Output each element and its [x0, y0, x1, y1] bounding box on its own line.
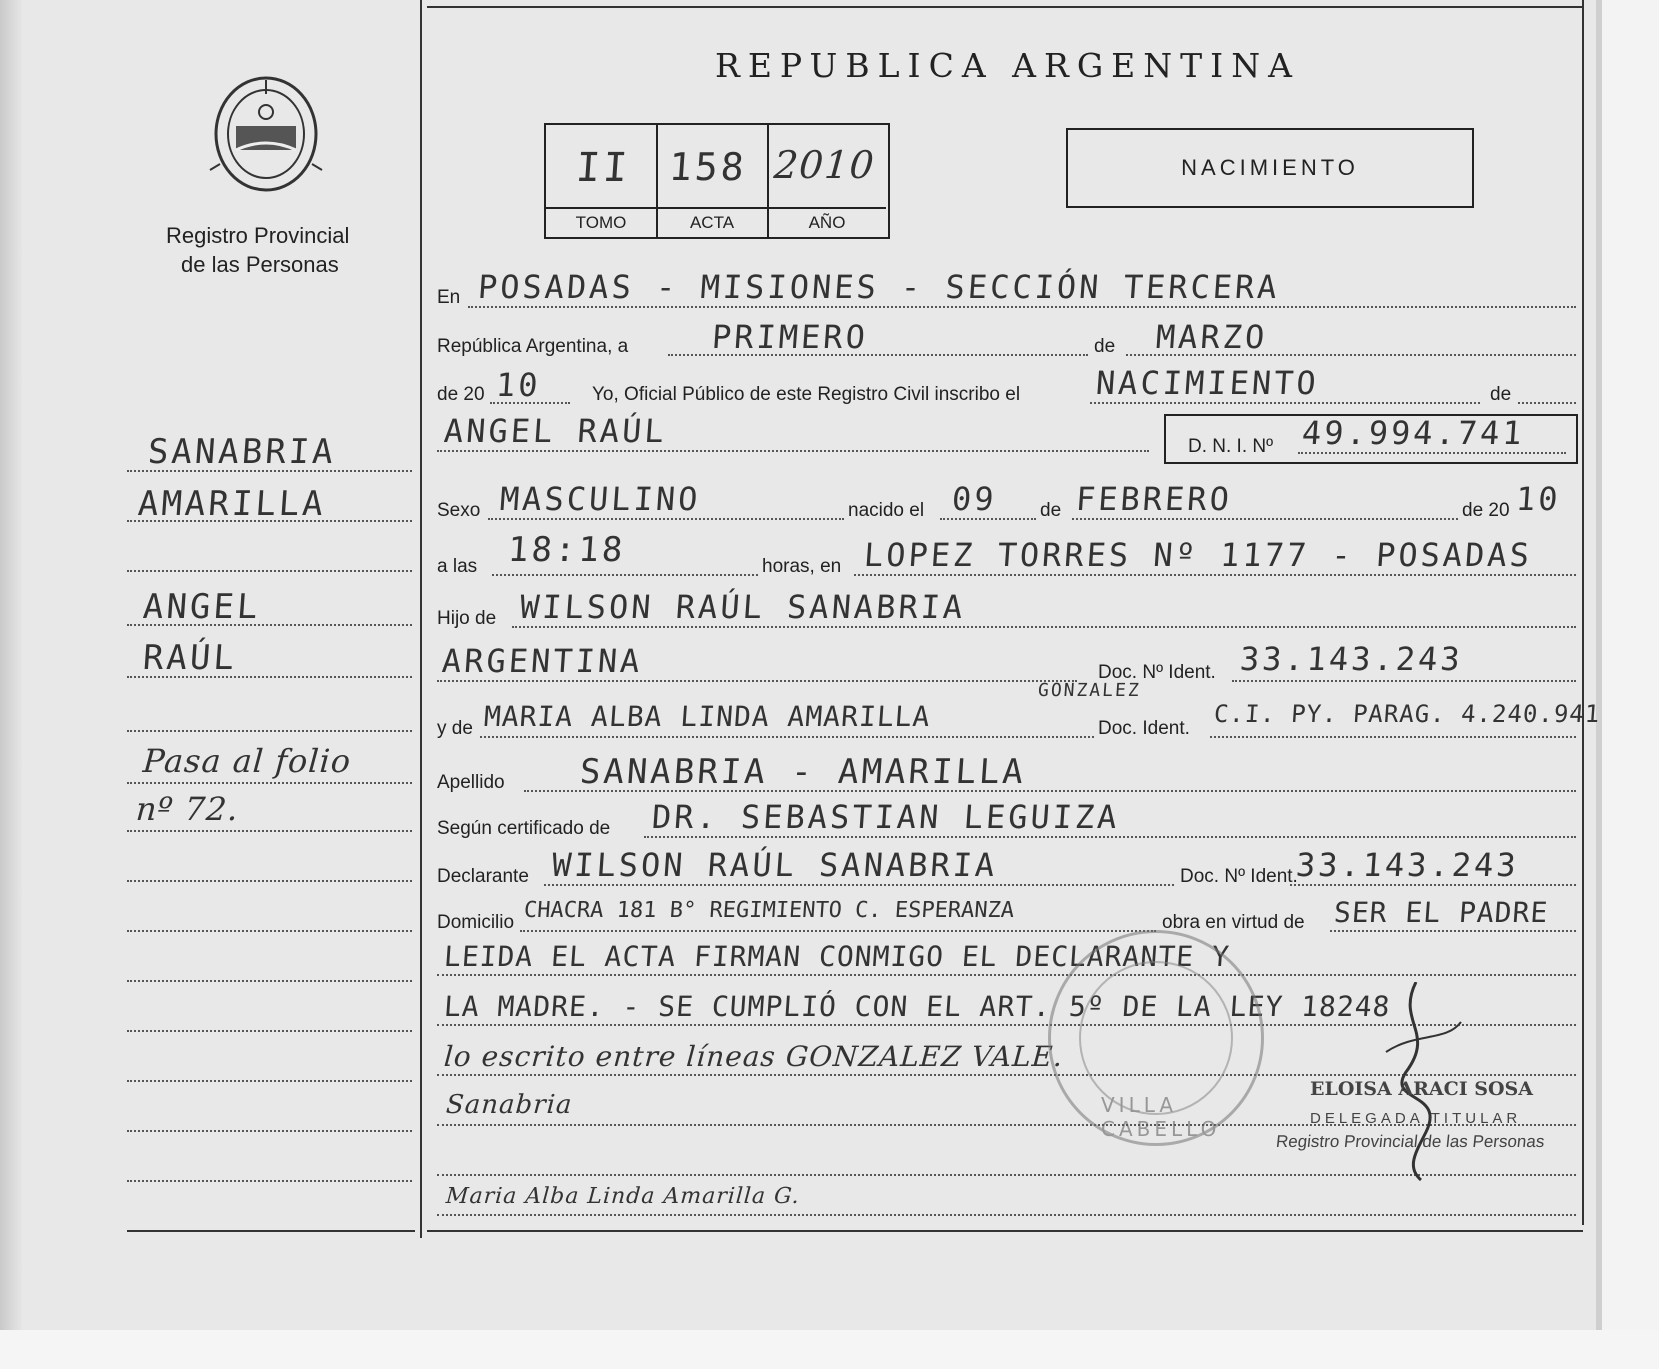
mother-name-value: MARIA ALBA LINDA AMARILLA — [482, 700, 932, 733]
doc-ident-label2: Doc. Ident. — [1098, 718, 1190, 739]
de2010-label: de 20 — [1462, 500, 1510, 521]
father-nationality-line — [437, 680, 1077, 682]
en-label: En — [437, 287, 461, 308]
de-label: de — [1094, 336, 1116, 357]
margin-divider-line — [420, 0, 422, 1238]
place-value: POSADAS - MISIONES - SECCIÓN TERCERA — [476, 268, 1281, 306]
sexo-line — [488, 518, 844, 520]
segun-label: Según certificado de — [437, 818, 611, 839]
margin-bottom-line — [127, 1230, 415, 1232]
margin-dotted-line — [127, 930, 412, 932]
observation-line2: LA MADRE. - SE CUMPLIÓ CON EL ART. 5º DE LA LEY 18248 — [442, 990, 1392, 1023]
birth-place-value: LOPEZ TORRES Nº 1177 - POSADAS — [862, 536, 1534, 574]
mother-signature: Maria Alba Linda Amarilla G. — [445, 1184, 801, 1209]
horas-label: horas, en — [762, 556, 842, 577]
y-de-label: y de — [437, 718, 473, 739]
year-suffix-value: 10 — [494, 366, 542, 404]
birth-month-value: FEBRERO — [1074, 480, 1234, 518]
father-doc-value: 33.143.243 — [1238, 640, 1464, 678]
margin-dotted-line — [127, 1180, 412, 1182]
month-value: MARZO — [1154, 318, 1269, 356]
margin-dotted-line — [127, 1030, 412, 1032]
mother-extra-value: GONZALEZ — [1037, 680, 1142, 701]
registration-number-box — [544, 123, 890, 239]
dni-value: 49.994.741 — [1300, 414, 1526, 452]
observation-line — [437, 1214, 1576, 1216]
birth-month-line — [1072, 518, 1458, 520]
father-name-value: WILSON RAÚL SANABRIA — [518, 588, 967, 626]
mother-name-line — [480, 736, 1094, 738]
margin-note-line2: nº 72. — [134, 790, 241, 828]
father-doc-line — [1232, 680, 1576, 682]
margin-dotted-line — [127, 470, 412, 472]
margin-dotted-line — [127, 782, 412, 784]
sexo-value: MASCULINO — [498, 480, 702, 518]
acta-cell — [657, 125, 769, 207]
republica-label: República Argentina, a — [437, 336, 629, 357]
margin-surname-line2: AMARILLA — [136, 484, 328, 524]
dni-line — [1298, 452, 1566, 454]
father-nationality-value: ARGENTINA — [440, 642, 644, 680]
observation-line — [437, 974, 1576, 976]
certificado-line — [644, 836, 1576, 838]
margin-given-line2: RAÚL — [141, 638, 239, 678]
form-bottom-line — [427, 1230, 1583, 1232]
obra-label: obra en virtud de — [1162, 912, 1305, 933]
margin-dotted-line — [127, 830, 412, 832]
yo-oficial-label: Yo, Oficial Público de este Registro Civil inscribo el — [592, 384, 1021, 405]
domicilio-value: CHACRA 181 B° REGIMIENTO C. ESPERANZA — [523, 898, 1015, 923]
act-type-box: NACIMIENTO — [1066, 128, 1474, 208]
de2-label: de — [1490, 384, 1512, 405]
margin-dotted-line — [127, 980, 412, 982]
declarante-value: WILSON RAÚL SANABRIA — [550, 846, 999, 884]
apellido-label: Apellido — [437, 772, 505, 793]
apellido-value: SANABRIA - AMARILLA — [578, 752, 1028, 792]
official-title: DELEGADA TITULAR — [1310, 1110, 1522, 1127]
country-title: REPUBLICA ARGENTINA — [715, 46, 1300, 85]
margin-given-line1: ANGEL — [141, 587, 262, 627]
obra-value: SER EL PADRE — [1332, 896, 1550, 929]
declarante-line — [544, 884, 1174, 886]
registry-name-line1: Registro Provincial — [166, 223, 350, 248]
margin-dotted-line — [127, 570, 412, 572]
obra-line — [1330, 930, 1576, 932]
de2-line — [1518, 402, 1576, 404]
right-border-line — [1582, 0, 1584, 1225]
declarant-signature: Sanabria — [444, 1090, 574, 1120]
margin-dotted-line — [127, 880, 412, 882]
acta-label: ACTA — [657, 207, 769, 237]
birth-year-suffix-value: 10 — [1514, 480, 1562, 518]
margin-dotted-line — [127, 730, 412, 732]
margin-dotted-line — [127, 1130, 412, 1132]
margin-dotted-line — [127, 520, 412, 522]
margin-surname-line1: SANABRIA — [146, 432, 338, 472]
anio-cell — [768, 125, 886, 207]
margin-note-line1: Pasa al folio — [141, 742, 353, 780]
margin-dotted-line — [127, 1080, 412, 1082]
doc-ident-label: Doc. Nº Ident. — [1098, 662, 1216, 683]
tomo-cell — [546, 125, 658, 207]
doc-ident-label3: Doc. Nº Ident. — [1180, 866, 1298, 887]
de3-label: de — [1040, 500, 1062, 521]
tomo-value: II — [574, 145, 632, 191]
margin-dotted-line — [127, 624, 412, 626]
declarante-doc-line — [1290, 884, 1576, 886]
anio-value: 2010 — [772, 143, 877, 187]
birth-place-line — [854, 574, 1576, 576]
observation-line3: lo escrito entre líneas GONZALEZ VALE. — [442, 1040, 1065, 1073]
tomo-label: TOMO — [546, 207, 658, 237]
official-seal-stamp — [1048, 930, 1264, 1146]
hijo-label: Hijo de — [437, 608, 497, 629]
seal-inner-ring — [1079, 961, 1233, 1115]
inscription-value: NACIMIENTO — [1094, 364, 1320, 402]
scan-bottom-strip — [0, 1330, 1659, 1369]
top-border-line — [427, 6, 1583, 8]
birth-day-line — [940, 518, 1036, 520]
father-name-line — [512, 626, 1576, 628]
registry-name-line2: de las Personas — [181, 252, 339, 277]
inscription-line — [1090, 402, 1480, 404]
margin-dotted-line — [127, 676, 412, 678]
page-right-edge — [1596, 0, 1602, 1330]
mother-doc-value: C.I. PY. PARAG. 4.240.941 — [1213, 700, 1602, 728]
provincial-coat-of-arms-icon — [206, 66, 326, 196]
nacido-label: nacido el — [848, 500, 925, 521]
dni-label: D. N. I. Nº — [1188, 436, 1274, 457]
place-line — [468, 306, 1576, 308]
official-name: ELOISA ARACI SOSA — [1310, 1078, 1533, 1100]
birth-time-value: 18:18 — [506, 530, 627, 570]
child-name-value: ANGEL RAÚL — [442, 412, 668, 450]
day-value: PRIMERO — [710, 318, 870, 356]
anio-label: AÑO — [768, 207, 886, 237]
domicilio-label: Domicilio — [437, 912, 515, 933]
declarante-doc-value: 33.143.243 — [1294, 846, 1520, 884]
official-office: Registro Provincial de las Personas — [1275, 1132, 1546, 1151]
sexo-label: Sexo — [437, 500, 481, 521]
a-las-label: a las — [437, 556, 478, 577]
birth-day-value: 09 — [950, 480, 998, 518]
birth-time-line — [492, 574, 758, 576]
name-line — [437, 450, 1149, 452]
domicilio-line — [520, 930, 1156, 932]
declarante-label: Declarante — [437, 866, 529, 887]
de20-label: de 20 — [437, 384, 485, 405]
acta-value: 158 — [667, 145, 749, 189]
certificado-value: DR. SEBASTIAN LEGUIZA — [650, 798, 1121, 836]
observation-line1: LEIDA EL ACTA FIRMAN CONMIGO EL DECLARANTE Y — [442, 940, 1231, 973]
mother-doc-line — [1210, 736, 1576, 738]
seal-text: VILLA CABELLO — [1101, 1093, 1221, 1141]
page-binding-edge — [0, 0, 22, 1330]
